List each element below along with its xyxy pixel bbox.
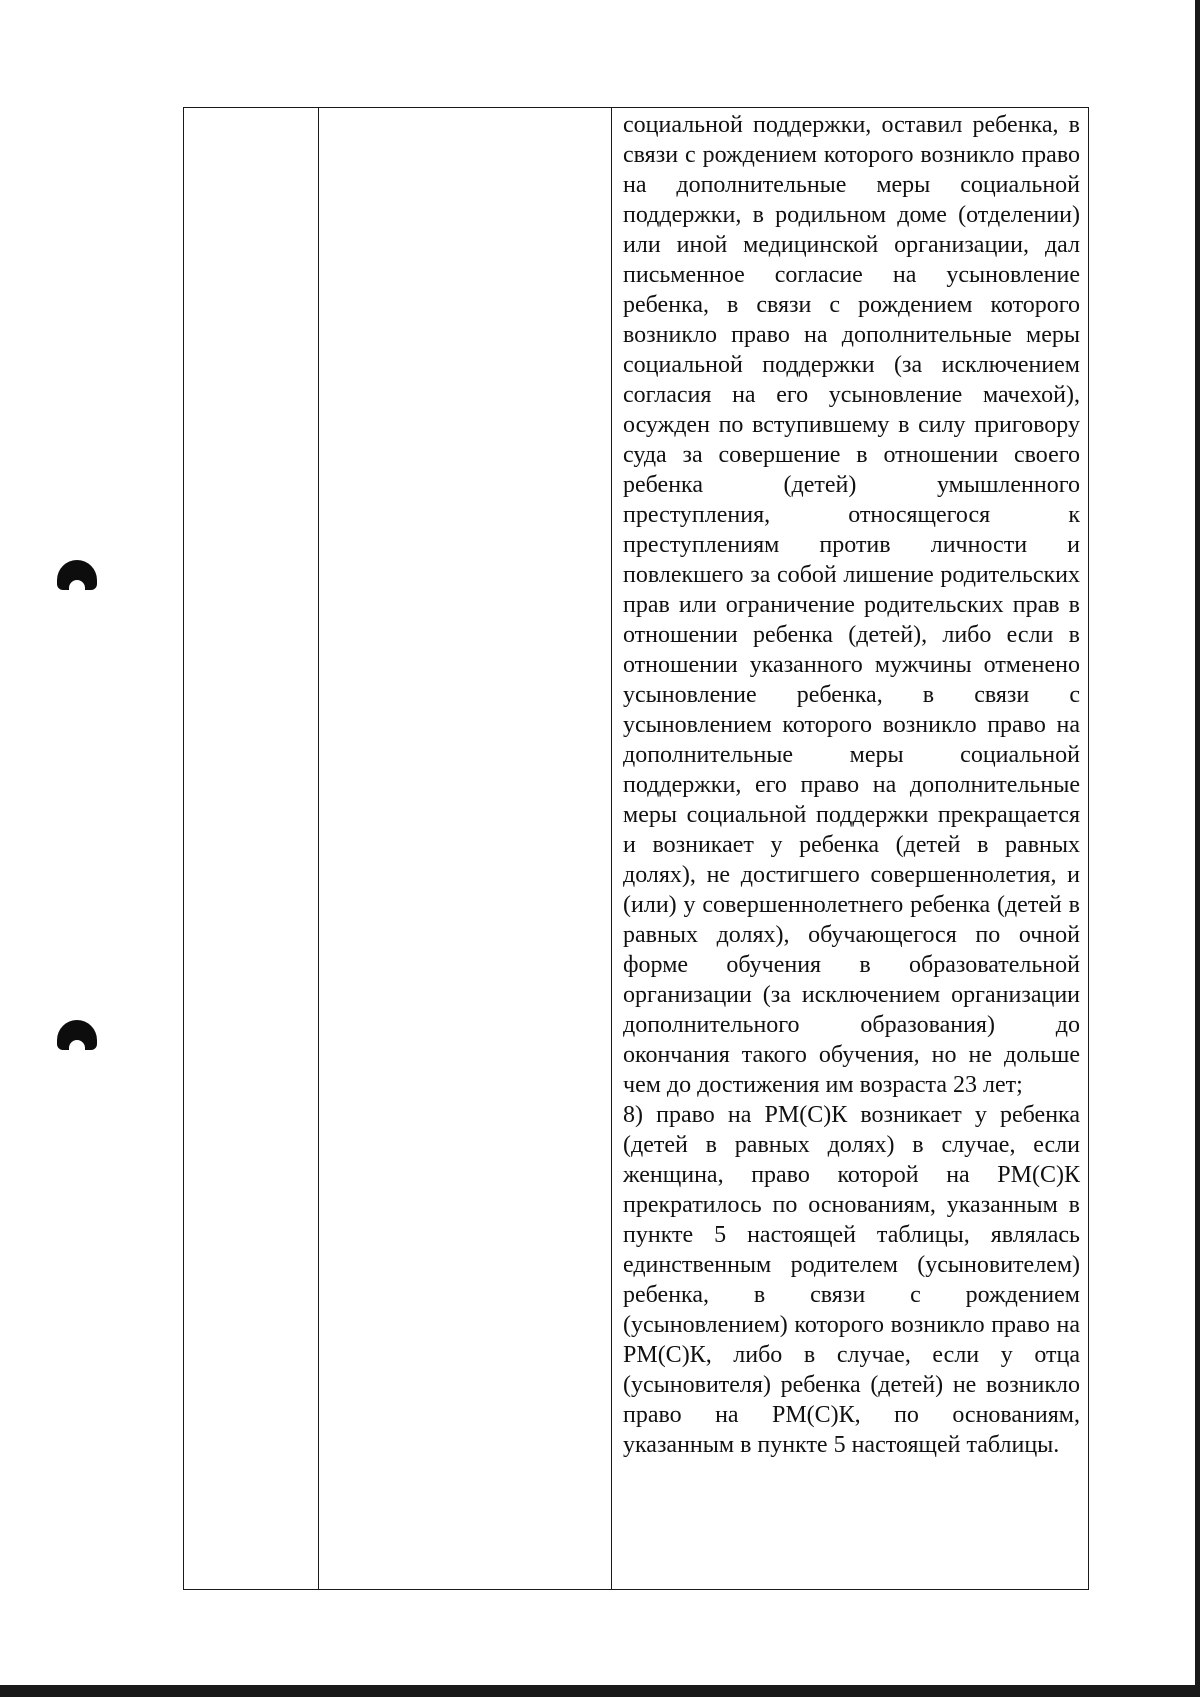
cell-text	[612, 108, 1088, 1460]
paragraph-8: 8) право на РМ(С)К возникает у ребенка (детей в равных долях) в случае, если женщина, право которой на РМ(С)К прекратилось по основаниям, указанным в пункте 5 настоящей таблицы, являлась единственным родителем (усыновителем) ребенка, в связи с рождением (усыновлением) которого возникло право на РМ(С)К, либо в случае, если у отца (усыновителя) ребенка (детей) не возникло право на РМ(С)К, по основаниям, указанным в пункте 5 настоящей таблицы.	[623, 1102, 1080, 1458]
scan-bottom-edge	[0, 1685, 1200, 1697]
table-cell-content	[612, 108, 1089, 1590]
table-row	[184, 108, 1089, 1590]
document-table	[183, 107, 1089, 1590]
punch-hole-top	[57, 560, 97, 590]
scan-right-edge	[1195, 0, 1200, 1697]
table-cell-number	[184, 108, 319, 1590]
paragraph-continued: социальной поддержки, оставил ребенка, в связи с рождением которого возникло право на дополнительные меры социальной поддержки, в родильном доме (отделении) или иной медицинской организации, дал письменное согласие на усыновление ребенка, в связи с рождением которого возникло право на дополнительные меры социальной поддержки (за исключением согласия на его усыновление мачехой), осужден по вступившему в силу приговору суда за совершение в отношении своего ребенка (детей) умышленного преступления, относящегося к преступлениям против личности и повлекшего за собой лишение родительских прав или ограничение родительских прав в отношении ребенка (детей), либо если в отношении указанного мужчины отменено усыновление ребенка, в связи с усыновлением которого возникло право на дополнительные меры социальной поддержки, его право на дополнительные меры социальной поддержки прекращается и возникает у ребенка (детей в равных долях), не достигшего совершеннолетия, и (или) у совершеннолетнего ребенка (детей в равных долях), обучающегося по очной форме обучения в образовательной организации (за исключением организации дополнительного образования) до окончания такого обучения, но не дольше чем до достижения им возраста 23 лет;	[623, 112, 1080, 1098]
table-cell-name	[319, 108, 612, 1590]
punch-hole-bottom	[57, 1020, 97, 1050]
